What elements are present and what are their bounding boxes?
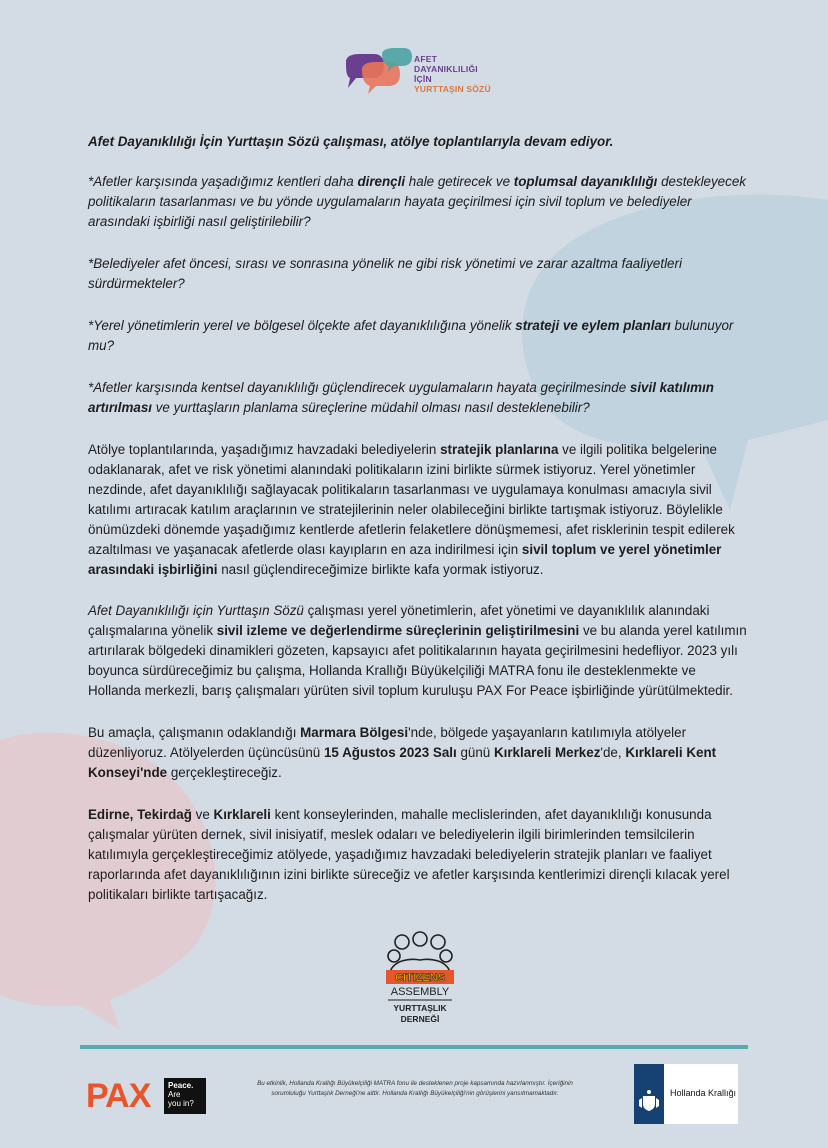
paragraph-4: [88, 805, 748, 905]
q1-bold-b: dirençli: [357, 174, 406, 189]
pax-tagline-1: Peace.: [168, 1081, 194, 1090]
q4-text-a: *Afetler karşısında kentsel dayanıklılığı güçlendirecek uygulamaların hayata geçirilmesinde: [88, 380, 630, 395]
header-logo-text: [414, 54, 492, 94]
p3-bold-d: 15 Ağustos 2023 Salı: [323, 745, 457, 760]
p2-bold-c: sivil izleme ve değerlendirme süreçlerinin geliştirilmesini: [216, 623, 580, 638]
question-2: *Belediyeler afet öncesi, sırası ve sonrasına yönelik ne gibi risk yönetimi ve zarar azaltma faaliyetleri sürdürmekteler?: [88, 256, 682, 291]
assembly-word: ASSEMBLY: [390, 986, 450, 998]
pax-tagline-box: [164, 1078, 206, 1114]
footer-divider: [80, 1045, 748, 1049]
q1-bold-d: toplumsal dayanıklılığı: [513, 174, 658, 189]
q3-text-c: bulunuyor mu?: [88, 318, 734, 353]
pax-wordmark: PAX: [86, 1077, 151, 1115]
logo-line-3: YURTTAŞIN SÖZÜ: [414, 84, 491, 94]
p3-text-a: Bu amaçla, çalışmanın odaklandığı: [88, 725, 301, 740]
logo-line-1: AFET: [414, 54, 437, 64]
p3-text-g: 'de,: [600, 745, 626, 760]
paragraph-3: [88, 723, 748, 783]
netherlands-logo: [634, 1064, 738, 1124]
q1-text-c: hale getirecek ve: [405, 174, 514, 189]
p3-text-i: gerçekleştireceğiz.: [167, 765, 282, 780]
p3-text-e: günü: [456, 745, 494, 760]
paragraph-1: [88, 440, 748, 580]
header-logo: [342, 48, 492, 98]
p3-bold-b: Marmara Bölgesi: [300, 725, 409, 740]
footer-disclaimer: Bu etkinlik, Hollanda Krallığı Büyükelçiliği MATRA fonu ile desteklenen proje kapsamında hazırlanmıştır. İçeriğinin sorumluluğu Yurttaşlık Derneği'ne aittir. Hollanda Krallığı Büyükelçiliği'nin görüşlerini yansıtmamaktadır.: [257, 1080, 573, 1097]
p3-bold-f: Kırklareli Merkez: [493, 745, 601, 760]
question-4: [88, 378, 748, 418]
dernegi-word: DERNEĞİ: [400, 1014, 440, 1024]
p4-text-b: ve: [191, 807, 214, 822]
p4-bold-c: Kırklareli: [213, 807, 271, 822]
p2-text-b: çalışması yerel yönetimlerin, afet yönetimi ve dayanıklılık alanındaki çalışmalarına yönelik: [88, 603, 710, 638]
q1-text-e: destekleyecek politikaların tasarlanması ve bu yönde uygulamaların hayata geçirilmesi için sivil toplum ve belediyeler arasındaki işbirliği nasıl geliştirilebilir?: [88, 174, 746, 229]
paragraph-2: [88, 601, 748, 701]
p1-bold-d: sivil toplum ve yerel yönetimler arasındaki işbirliğini: [88, 542, 722, 577]
p2-text-d: ve bu alanda yerel katılımın artırılarak bölgedeki dinamikleri gözeten, kapsayıcı afet politikalarının hayata geçirilmesini hedefliyor. 2023 yılı boyunca sürdüreceğimiz bu çalışma, Hollanda Krallığı Büyükelçiliği MATRA fonu ile desteklenmekte ve Hollanda merkezli, barış çalışmaları yürüten sivil toplum kuruluşu PAX For Peace işbirliğinde yürütülmektedir.: [88, 623, 747, 698]
speech-bubbles-logo-icon: [342, 48, 412, 98]
logo-line-2: DAYANIKLILIĞI İÇİN: [414, 64, 478, 84]
p3-bold-h: Kırklareli Kent Konseyi'nde: [88, 745, 717, 780]
pax-tagline-3: you in?: [168, 1099, 194, 1108]
document-body: [88, 132, 748, 927]
coat-of-arms-icon: [634, 1064, 664, 1124]
question-3: [88, 316, 748, 356]
p1-text-e: nasıl güçlendireceğimize birlikte kafa yormak istiyoruz.: [217, 562, 544, 577]
pax-tagline-2: Are: [168, 1090, 181, 1099]
p1-text-c: ve ilgili politika belgelerine odaklanarak, afet ve risk yönetimi alanındaki politikaların izini birlikte sürmek istiyoruz. Yerel yönetimler nezdinde, afet dayanıklılığı sağlayacak politikaların tasarlanması ve uygulamaya konulması amacıyla sivil katılımı artıracak katılım araçlarının ve stratejilerinin neler olabileceğini birlikte tartışmak istiyoruz. Böylelikle önümüzdeki dönemde yaşadığımız kentlerde afetlerin felaketlere dönüşmemesi, afet risklerinin tespit edilerek azaltılması ve yaşanacak afetlerde olası kayıpların en aza indirilmesi için: [88, 442, 735, 557]
netherlands-blue-band: [634, 1064, 664, 1124]
question-1: [88, 172, 748, 232]
q1-text-a: *Afetler karşısında yaşadığımız kentleri daha: [88, 174, 358, 189]
q3-text-a: *Yerel yönetimlerin yerel ve bölgesel ölçekte afet dayanıklılığına yönelik: [88, 318, 516, 333]
pax-logo: [86, 1076, 206, 1116]
p4-text-d: kent konseylerinden, mahalle meclislerinden, afet dayanıklılığı konusunda çalışmalar yürüten dernek, sivil inisiyatif, meslek odaları ve belediyelerin ilgili birimlerinden temsilcilerin katılımıyla gerçekleştireceğimiz atölyede, yaşadığımız havzadaki belediyelerin stratejik planları ve faaliyet raporlarında afet dayanıklılığının izini birlikte süreceğiz ve afetler karşısında kentlerimizi dirençli kılacak yerel politikaları birlikte tartışacağız.: [88, 807, 730, 902]
document-title: Afet Dayanıklılığı İçin Yurttaşın Sözü çalışması, atölye toplantılarıyla devam ediyor.: [88, 134, 614, 149]
p3-text-c: 'nde, bölgede yaşayanların katılımıyla atölyeler düzenliyoruz. Atölyelerden üçüncüsünü: [88, 725, 687, 760]
q4-text-c: ve yurttaşların planlama süreçlerine müdahil olması nasıl desteklenebilir?: [152, 400, 590, 415]
q3-bold-b: strateji ve eylem planları: [515, 318, 671, 333]
yurttaslik-word: YURTTAŞLIK: [393, 1003, 447, 1013]
p1-bold-b: stratejik planlarına: [440, 442, 559, 457]
p1-text-a: Atölye toplantılarında, yaşadığımız havzadaki belediyelerin: [88, 442, 441, 457]
people-cluster-icon: [388, 932, 452, 972]
p4-bold-a: Edirne, Tekirdağ: [88, 807, 192, 822]
citizens-word: CITIZENS: [394, 972, 446, 984]
q4-bold-b: sivil katılımın artırılması: [88, 380, 714, 415]
p2-italic-a: Afet Dayanıklılığı için Yurttaşın Sözü: [88, 603, 304, 618]
netherlands-label: Hollanda Krallığı: [670, 1088, 737, 1098]
citizens-assembly-logo: [380, 930, 460, 1028]
